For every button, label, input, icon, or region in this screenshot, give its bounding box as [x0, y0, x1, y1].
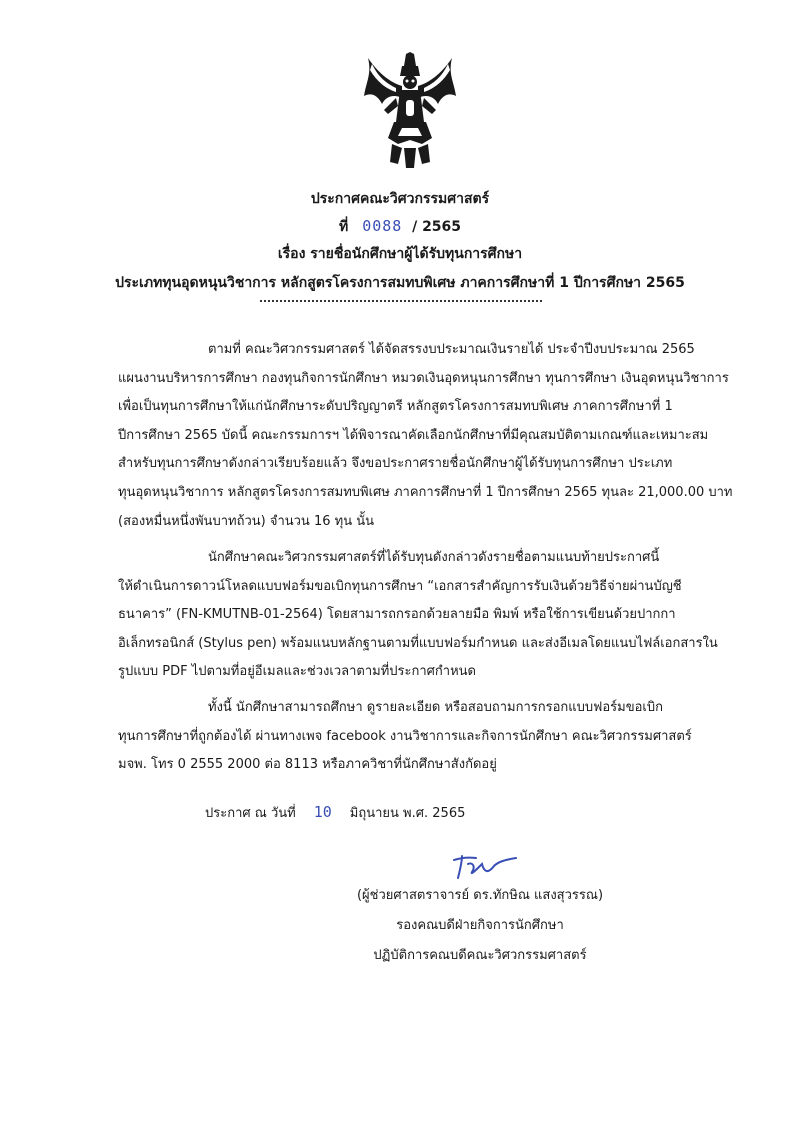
paragraph-line: ทั้งนี้ นักศึกษาสามารถศึกษา ดูรายละเอียด หรือสอบถามการกรอกแบบฟอร์มขอเบิก: [208, 700, 663, 715]
paragraph-line: มจพ. โทร 0 2555 2000 ต่อ 8113 หรือภาควิชาที่นักศึกษาสังกัดอยู่: [118, 757, 497, 773]
paragraph-line: (สองหมื่นหนึ่งพันบาทถ้วน) จำนวน 16 ทุน นั้น: [118, 513, 374, 529]
subject-line: เรื่อง รายชื่อนักศึกษาผู้ได้รับทุนการศึกษา: [277, 246, 523, 262]
paragraph-3: [118, 694, 718, 780]
dotted-divider: [260, 300, 542, 302]
date-prefix: ประกาศ ณ วันที่: [205, 806, 296, 821]
paragraph-2: [118, 544, 718, 687]
announcement-date: [205, 802, 465, 823]
paragraph-line: นักศึกษาคณะวิศวกรรมศาสตร์ที่ได้รับทุนดังกล่าวดังรายชื่อตามแนบท้ายประกาศนี้: [208, 550, 660, 565]
issuer-heading: ประกาศคณะวิศวกรรมศาสตร์: [310, 191, 490, 207]
paragraph-line: แผนงานบริหารการศึกษา กองทุนกิจการนักศึกษา หมวดเงินอุดหนุนการศึกษา ทุนการศึกษา เงินอุดหนุนวิชาการ: [118, 370, 729, 386]
signatory-position: รองคณบดีฝ่ายกิจการนักศึกษา: [396, 918, 564, 933]
paragraph-line: ทุนการศึกษาที่ถูกต้องได้ ผ่านทางเพจ facebook งานวิชาการและกิจการนักศึกษา คณะวิศวกรรมศาสตร์: [118, 728, 692, 744]
paragraph-line: ตามที่ คณะวิศวกรรมศาสตร์ ได้จัดสรรงบประมาณเงินรายได้ ประจำปีงบประมาณ 2565: [208, 342, 695, 357]
subject-line-2: ประเภททุนอุดหนุนวิชาการ หลักสูตรโครงการสมทบพิเศษ ภาคการศึกษาที่ 1 ปีการศึกษา 2565: [115, 275, 685, 291]
number-year: / 2565: [412, 219, 462, 235]
date-month-year: มิถุนายน พ.ศ. 2565: [349, 806, 466, 821]
paragraph-1: [118, 336, 733, 536]
paragraph-line: อิเล็กทรอนิกส์ (Stylus pen) พร้อมแนบหลักฐานตามที่แบบฟอร์มกำหนด และส่งอีเมลโดยแนบไฟล์เอกสารใน: [118, 635, 718, 651]
number-label: ที่: [338, 219, 349, 235]
garuda-emblem-icon: [362, 52, 458, 170]
signatory-acting: ปฏิบัติการคณบดีคณะวิศวกรรมศาสตร์: [373, 948, 587, 963]
signatory-name: (ผู้ช่วยศาสตราจารย์ ดร.ทักษิณ แสงสุวรรณ): [356, 888, 604, 903]
announcement-number: [0, 216, 800, 238]
paragraph-line: ปีการศึกษา 2565 บัดนี้ คณะกรรมการฯ ได้พิจารณาคัดเลือกนักศึกษาที่มีคุณสมบัติตามเกณฑ์และเหมาะสม: [118, 427, 709, 443]
paragraph-line: สำหรับทุนการศึกษาดังกล่าวเรียบร้อยแล้ว จึงขอประกาศรายชื่อนักศึกษาผู้ได้รับทุนการศึกษา ประเภท: [118, 456, 673, 472]
paragraph-line: ธนาคาร” (FN-KMUTNB-01-2564) โดยสามารถกรอกด้วยลายมือ พิมพ์ หรือใช้การเขียนด้วยปากกา: [118, 607, 676, 623]
paragraph-line: รูปแบบ PDF ไปตามที่อยู่อีเมลและช่วงเวลาตามที่ประกาศกำหนด: [118, 664, 476, 680]
signature-icon: [450, 852, 520, 882]
paragraph-line: ให้ดำเนินการดาวน์โหลดแบบฟอร์มขอเบิกทุนการศึกษา “เอกสารสำคัญการรับเงินด้วยวิธีจ่ายผ่านบัญชี: [118, 578, 682, 594]
paragraph-line: เพื่อเป็นทุนการศึกษาให้แก่นักศึกษาระดับปริญญาตรี หลักสูตรโครงการสมทบพิเศษ ภาคการศึกษาที่ 1: [118, 399, 673, 415]
number-handwritten: 0088: [362, 217, 403, 235]
paragraph-line: ทุนอุดหนุนวิชาการ หลักสูตรโครงการสมทบพิเศษ ภาคการศึกษาที่ 1 ปีการศึกษา 2565 ทุนละ 21,000.00 บาท: [118, 484, 733, 500]
date-day-handwritten: 10: [313, 803, 332, 821]
